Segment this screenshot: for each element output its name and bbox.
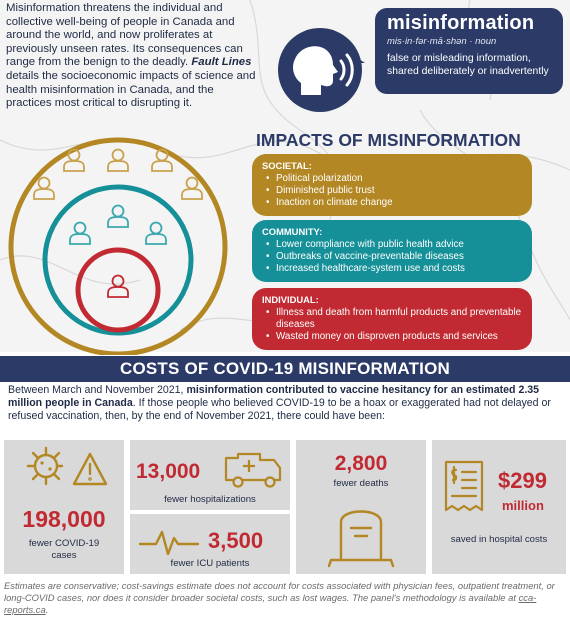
methodology-link[interactable]: cca-reports.ca <box>4 592 537 615</box>
ambulance-icon <box>224 450 286 490</box>
speaking-head-icon <box>275 25 365 115</box>
savings-card <box>432 440 566 574</box>
icu-label: fewer ICU patients <box>170 558 250 569</box>
list-item: • Diminished public trust <box>262 185 522 197</box>
cases-value: 198,000 <box>22 506 106 532</box>
deaths-card <box>296 440 426 574</box>
list-item: • Outbreaks of vaccine-preventable diseases <box>262 251 522 263</box>
deaths-label: fewer deaths <box>333 478 389 489</box>
community-heading: COMMUNITY: <box>262 226 323 237</box>
concentric-people-diagram <box>0 125 260 355</box>
hospitalizations-value: 13,000 <box>136 460 201 483</box>
icu-value: 3,500 <box>208 528 264 553</box>
costs-title: COSTS OF COVID-19 MISINFORMATION <box>0 356 570 382</box>
community-impacts-box <box>252 220 532 282</box>
societal-heading: SOCIETAL: <box>262 160 312 171</box>
definition-word: misinformation <box>387 12 535 34</box>
community-people-icons <box>70 206 166 245</box>
cases-card <box>4 440 124 574</box>
report-name: Fault Lines <box>191 56 252 69</box>
societal-impacts-box <box>252 154 532 216</box>
hospitalizations-card <box>130 440 290 510</box>
footnote: Estimates are conservative; cost-savings estimate does not account for costs associated with physician fees, outpatient treatment, or long-COVID cases, nor does it consider broader societal costs, such as lost wages. The panel's methodology is available at cca-reports.ca. <box>4 580 555 615</box>
list-item: • Increased healthcare-system use and costs <box>262 263 522 275</box>
savings-value: $299 <box>498 468 547 493</box>
heartbeat-icon <box>138 528 202 556</box>
community-ring <box>45 187 191 333</box>
hospitalizations-label: fewer hospitalizations <box>164 494 256 505</box>
list-item: • Lower compliance with public health advice <box>262 239 522 251</box>
individual-impacts-box <box>252 288 532 350</box>
societal-ring <box>11 140 225 354</box>
individual-heading: INDIVIDUAL: <box>262 294 319 305</box>
intro-paragraph: Misinformation threatens the individual and collective well-being of people in Canada and around the world, and now proliferates at previously unseen rates. Its consequences can range from the benign to the deadly. Fault Lines details the socioeconomic impacts of science and health misinformation in Canada, and the practices most critical to disrupting it. <box>6 2 256 110</box>
list-item: • Wasted money on disproven products and services <box>262 331 522 343</box>
tombstone-icon <box>321 500 401 570</box>
definition-box <box>375 8 563 94</box>
receipt-icon <box>440 458 488 514</box>
costs-intro: Between March and November 2021, misinformation contributed to vaccine hesitancy for an estimated 2.35 million people in Canada. If those people who believed COVID-19 to be a hoax or exaggerated had not delayed or refused vaccination, then, by the end of November 2021, there could have been: <box>8 384 551 422</box>
savings-unit: million <box>502 498 544 513</box>
deaths-value: 2,800 <box>334 452 388 475</box>
definition-pronunciation: mis·in·fər·mā·shən · noun <box>387 36 497 47</box>
savings-label: saved in hospital costs <box>450 534 548 545</box>
list-item: • Inaction on climate change <box>262 197 522 209</box>
icu-card <box>130 514 290 574</box>
list-item: • Political polarization <box>262 173 522 185</box>
list-item: • Illness and death from harmful products and preventable diseases <box>262 307 522 331</box>
virus-warning-icon <box>4 440 124 504</box>
impacts-title: IMPACTS OF MISINFORMATION <box>256 130 521 150</box>
individual-person-icon <box>108 276 128 298</box>
definition-meaning: false or misleading information, shared deliberately or inadvertently <box>387 53 549 77</box>
individual-ring <box>78 250 158 330</box>
cases-label: fewer COVID-19 cases <box>28 538 100 561</box>
